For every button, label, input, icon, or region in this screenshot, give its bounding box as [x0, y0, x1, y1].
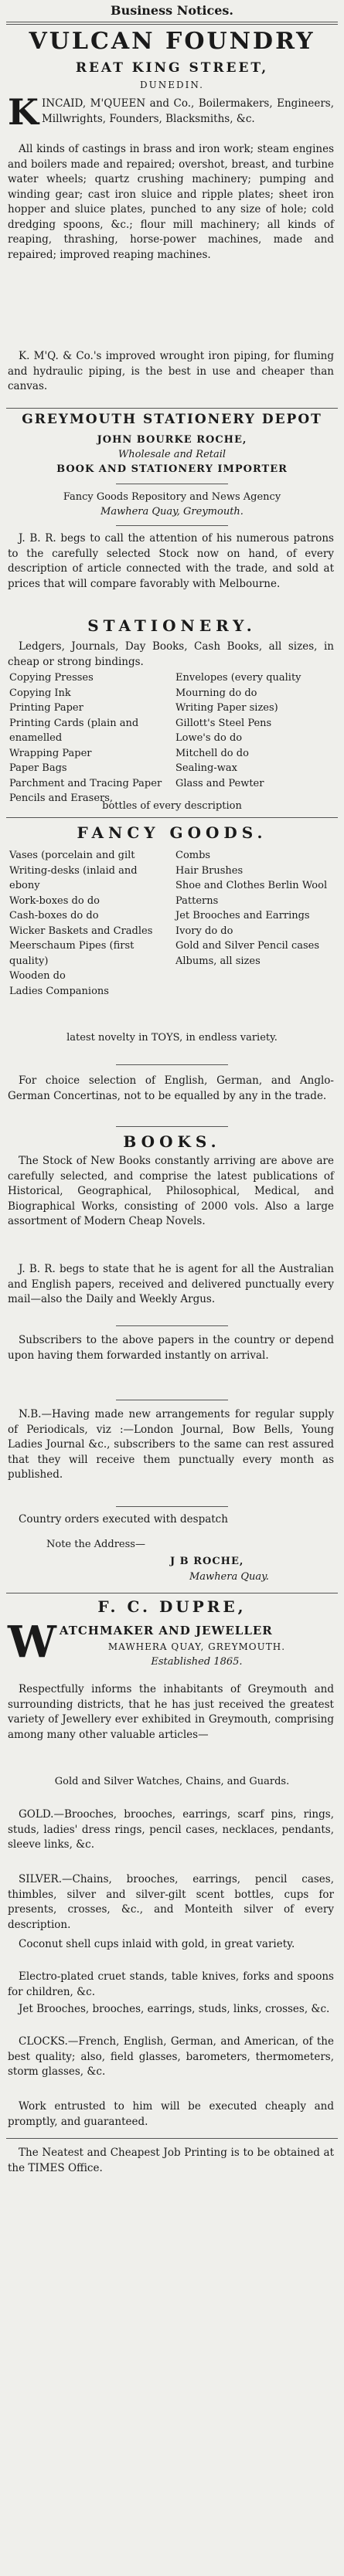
dupre-electro: Electro-plated cruet stands, table knives, forks and spoons for children, &c. [8, 1970, 334, 1998]
stationery-footer: bottles of every description [102, 800, 242, 812]
divider [6, 24, 338, 25]
list-item: Vases (porcelain and gilt [9, 850, 135, 861]
dupre-address: MAWHERA QUAY, GREYMOUTH. [107, 1641, 286, 1652]
dupre-watches: Gold and Silver Watches, Chains, and Guards. [54, 1776, 290, 1787]
divider [116, 1064, 228, 1065]
books-signature: J B ROCHE, [170, 1556, 244, 1567]
vulcan-title: VULCAN FOUNDRY [29, 28, 315, 55]
vulcan-services: All kinds of castings in brass and iron work; steam engines and boilers made and repaired; overshot, breast, and turbine water wheels; quartz crushing machinery; pumping and winding gear; cast iron sluice and ripple plates; sheet iron hopper and sluice plates, punched to any size of hole; cold dredging spoons, &c.; flour mill machinery; all kinds of reaping, thrashing, horse-power machines, made and repaired; improved reaping machines. [8, 143, 334, 261]
list-item: Glass and Pewter [175, 777, 264, 789]
stationery-list [9, 670, 334, 806]
list-item: Patterns [175, 894, 219, 907]
list-item: Hair Brushes [175, 864, 244, 877]
list-item: Albums, all sizes [175, 955, 261, 967]
divider [6, 2138, 338, 2139]
list-item: Ladies Companions [9, 985, 109, 997]
books-stock: The Stock of New Books constantly arriving are above are carefully selected, and comprise the latest publications of Historical, Geographical, Philosophical, Medical, and Biographical Works, consisting of 2000 vols. Also a large assortment of Modern Cheap Novels. [8, 1155, 334, 1227]
books-periodicals: N.B.—Having made new arrangements for regular supply of Periodicals, viz :—London Journal, Bow Bells, Young Ladies Journal &c., subscribers to the same can rest assured that they will receive them punctually every month as published. [8, 1408, 334, 1481]
list-item: Sealing-wax [175, 762, 237, 774]
dupre-clocks: CLOCKS.—French, English, German, and American, of the best quality; also, field glasses, barometers, thermometers, storm glasses, &c. [8, 2035, 334, 2078]
depot-intro: J. B. R. begs to call the attention of his numerous patrons to the carefully selected Stock now on hand, of every description of article connected with the trade, and sold at prices that will compare favorably with Melbourne. [8, 532, 334, 590]
fancy-toys: latest novelty in TOYS, in endless variety. [66, 1032, 278, 1044]
books-country: Country orders executed with despatch [19, 1513, 228, 1526]
dupre-silver: SILVER.—Chains, brooches, earrings, pencil cases, thimbles, silver and silver-gilt scent bottles, cups for presents, crosses, &c., and Monteith silver of every description. [8, 1873, 334, 1931]
books-agency: J. B. R. begs to state that he is agent for all the Australian and English papers, received and delivered punctually every mail—also the Daily and Weekly Argus. [8, 1263, 334, 1305]
dropcap: W [8, 1617, 56, 1668]
list-item: Copying Presses [9, 672, 94, 684]
dupre-name: F. C. DUPRE, [97, 1597, 247, 1616]
list-item: Gillott's Steel Pens [175, 717, 272, 729]
dupre-coconut: Coconut shell cups inlaid with gold, in great variety. [19, 1938, 295, 1950]
divider [116, 1126, 228, 1127]
list-item: Wooden do [9, 970, 66, 982]
dupre-intro: Respectfully informs the inhabitants of Greymouth and surrounding districts, that he has just received the greatest variety of Jewellery ever exhibited in Greymouth, comprising among many other valuable articles— [8, 1683, 334, 1741]
divider [116, 525, 228, 526]
list-item: Wrapping Paper [9, 747, 92, 759]
list-item: Gold and Silver Pencil cases [175, 940, 320, 952]
list-item: Copying Ink [9, 687, 71, 699]
list-item: Wicker Baskets and Cradles [9, 925, 153, 937]
books-sig-address: Mawhera Quay. [189, 1571, 269, 1583]
depot-address: Mawhera Quay, Greymouth. [100, 506, 244, 518]
depot-owner: JOHN BOURKE ROCHE, [97, 434, 247, 446]
fancy-list-left [9, 848, 168, 999]
fancy-list-right [175, 848, 334, 999]
section-header: Business Notices. [111, 3, 233, 18]
list-item: Pencils and Erasers, [9, 792, 114, 804]
list-item: Envelopes (every quality [175, 672, 301, 684]
stationery-ledger: Ledgers, Journals, Day Books, Cash Books, all sizes, in cheap or strong bindings. [8, 640, 334, 668]
depot-trade: BOOK AND STATIONERY IMPORTER [56, 463, 288, 475]
vulcan-street: REAT KING STREET, [75, 60, 269, 76]
depot-title: GREYMOUTH STATIONERY DEPOT [22, 412, 322, 427]
depot-agency: Fancy Goods Repository and News Agency [63, 491, 281, 503]
list-item: Shoe and Clothes Berlin Wool [175, 880, 328, 891]
list-item: Combs [175, 850, 211, 861]
fancy-heading: FANCY GOODS. [77, 823, 267, 842]
list-item: Jet Brooches and Earrings [175, 910, 310, 921]
list-item: Lowe's do do [175, 732, 243, 744]
printing-notice: The Neatest and Cheapest Job Printing is to be obtained at the TIMES Office. [8, 2147, 334, 2174]
dupre-established: Established 1865. [151, 1656, 243, 1668]
books-subscribers: Subscribers to the above papers in the country or depend upon having them forwarded instantly on arrival. [8, 1334, 334, 1362]
list-item: Cash-boxes do do [9, 910, 99, 921]
dupre-header [8, 1617, 334, 1670]
books-note: Note the Address— [46, 1539, 145, 1550]
list-item: Writing-desks (inlaid and ebony [9, 864, 138, 891]
vulcan-intro: K INCAID, M'QUEEN and Co., Boilermakers, Engineers, Millwrights, Founders, Blacksmiths, &c. [8, 91, 334, 133]
dropcap: K [8, 91, 39, 133]
list-item: Parchment and Tracing Paper [9, 777, 162, 789]
divider [6, 817, 338, 818]
fancy-list [9, 848, 334, 999]
fancy-concertinas: For choice selection of English, German, and Anglo-German Concertinas, not to be equalled by any in the trade. [8, 1074, 334, 1102]
divider [6, 408, 338, 409]
list-item: Printing Paper [9, 702, 83, 714]
dupre-work: Work entrusted to him will be executed cheaply and promptly, and guaranteed. [8, 2100, 334, 2128]
list-item: Ivory do do [175, 925, 233, 937]
list-item: Writing Paper sizes) [175, 702, 278, 714]
stationery-heading: STATIONERY. [87, 616, 257, 635]
list-item: Printing Cards (plain and enamelled [9, 717, 139, 744]
divider [116, 1506, 228, 1507]
stationery-list-left [9, 670, 168, 806]
books-heading: BOOKS. [123, 1132, 221, 1151]
depot-role: Wholesale and Retail [118, 449, 226, 460]
stationery-list-right [175, 670, 334, 806]
divider [116, 1325, 228, 1326]
vulcan-piping: K. M'Q. & Co.'s improved wrought iron piping, for fluming and hydraulic piping, is the best in use and cheaper than canvas. [8, 350, 334, 392]
dupre-trade: ATCHMAKER AND JEWELLER [59, 1624, 273, 1638]
list-item: Mitchell do do [175, 747, 249, 759]
list-item: Mourning do do [175, 687, 257, 699]
list-item: Work-boxes do do [9, 894, 100, 907]
list-item: Meerschaum Pipes (first quality) [9, 940, 135, 967]
vulcan-city: DUNEDIN. [140, 80, 204, 90]
list-item: Paper Bags [9, 762, 67, 774]
dupre-gold: GOLD.—Brooches, brooches, earrings, scarf pins, rings, studs, ladies' dress rings, pencil cases, necklaces, pendants, sleeve links, &c. [8, 1808, 334, 1851]
dupre-jet: Jet Brooches, brooches, earrings, studs, links, crosses, &c. [19, 2003, 330, 2015]
